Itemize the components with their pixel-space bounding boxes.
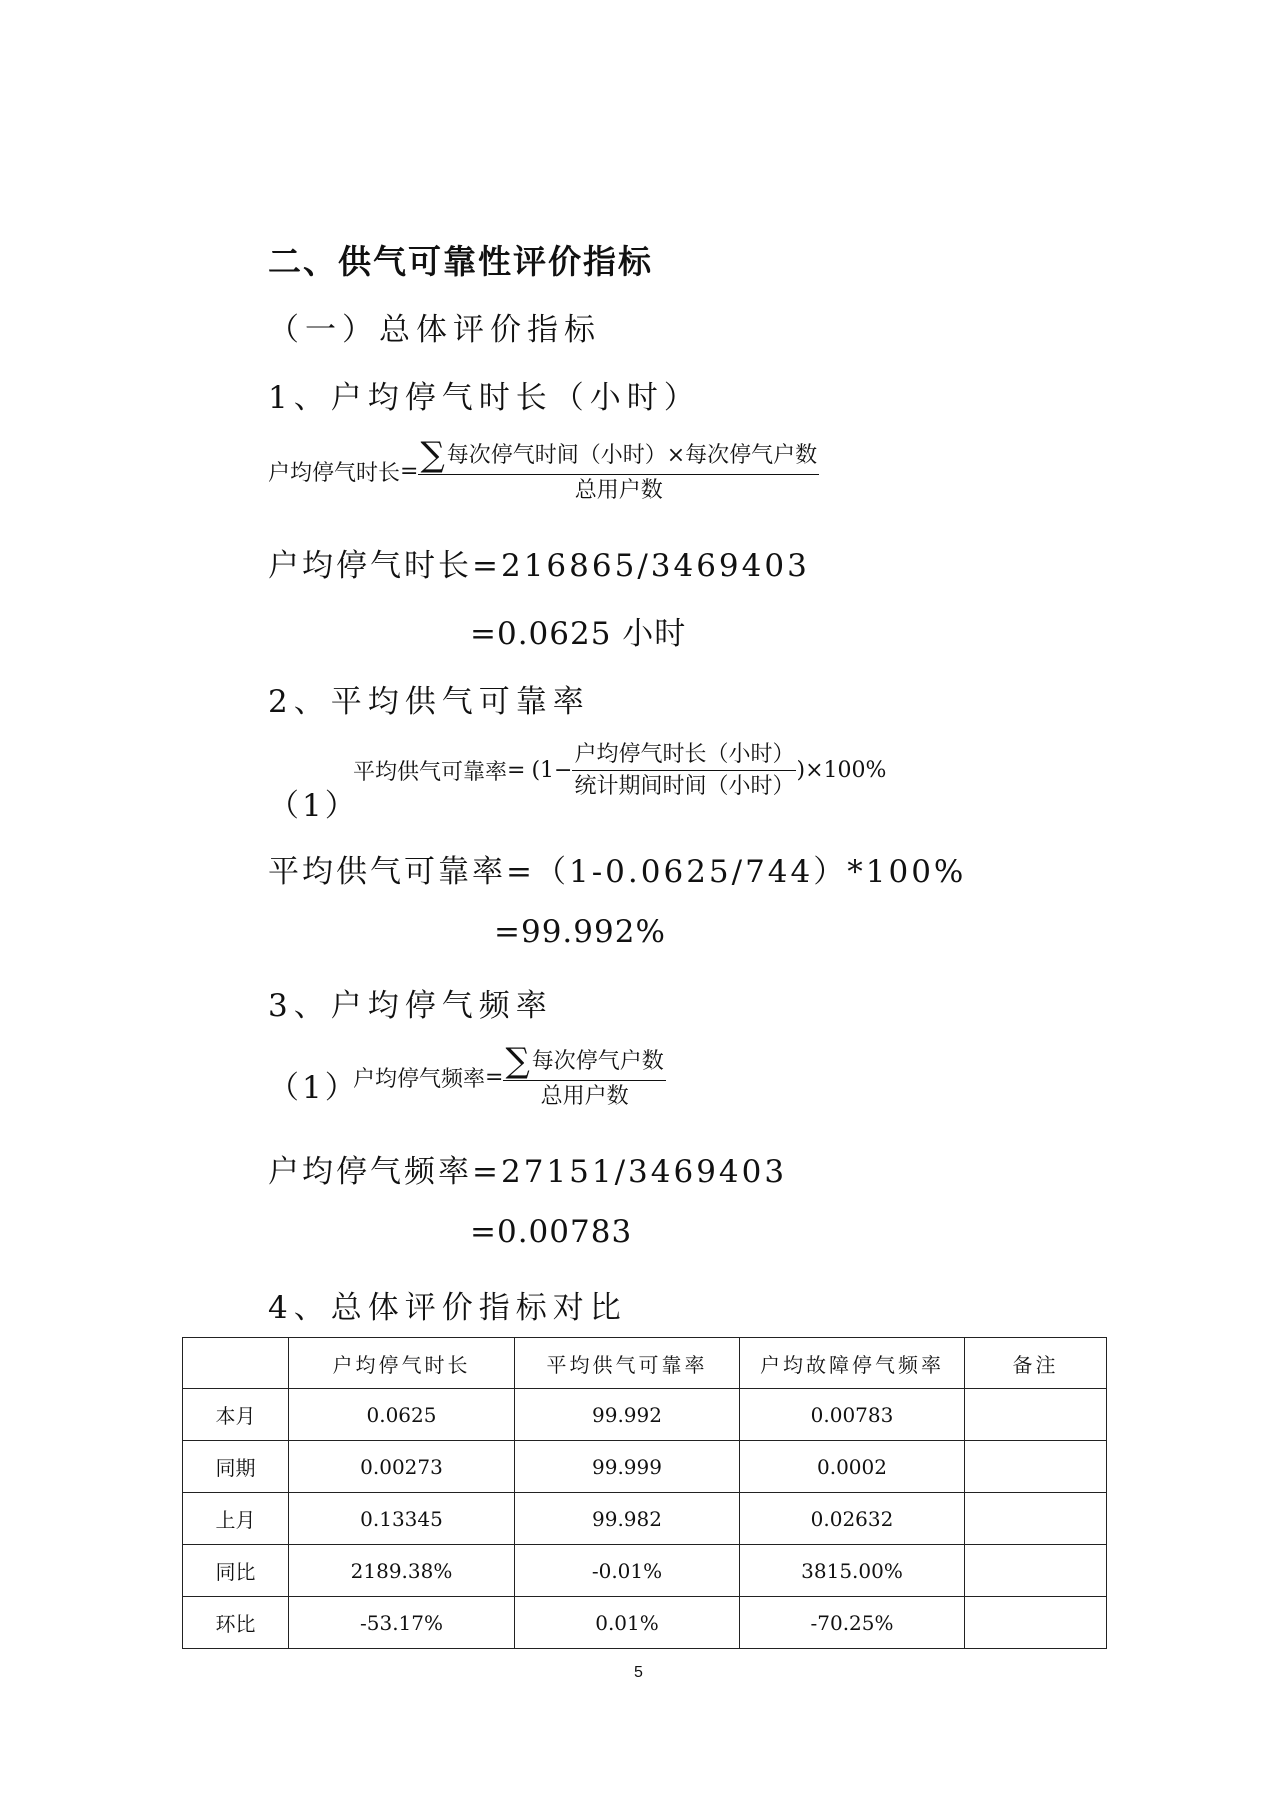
sec2-formula-close: )×100%: [796, 758, 887, 784]
sec2-formula-lhs: 平均供气可靠率: [353, 760, 508, 786]
table-row: [183, 1597, 1107, 1649]
table-row-label: 环比: [183, 1597, 289, 1649]
subsection-heading: （一）总体评价指标: [268, 312, 601, 348]
sec1-fraction: [418, 435, 819, 503]
sec2-formula-open: (1−: [531, 758, 573, 784]
sec3-title: 3、户均停气频率: [268, 988, 553, 1024]
sec2-fraction: [572, 742, 796, 800]
sec1-title: 1、户均停气时长（小时）: [268, 380, 701, 416]
table-cell: 0.00783: [740, 1389, 965, 1441]
sec3-item-label: （1）: [268, 1070, 359, 1106]
table-cell: [965, 1597, 1107, 1649]
table-cell: 0.00273: [289, 1441, 515, 1493]
table-header-cell: 平均供气可靠率: [515, 1338, 740, 1389]
table-header-cell: 备注: [965, 1338, 1107, 1389]
table-row: [183, 1545, 1107, 1597]
sec1-calc-line2: =0.0625 小时: [470, 616, 687, 652]
table-cell: 0.13345: [289, 1493, 515, 1545]
table-row-label: 上月: [183, 1493, 289, 1545]
sec2-title: 2、平均供气可靠率: [268, 684, 590, 720]
sec2-calc-line1: 平均供气可靠率=（1-0.0625/744）*100%: [268, 854, 967, 890]
sec2-numerator: 户均停气时长（小时）: [572, 742, 796, 771]
table-cell: 99.999: [515, 1441, 740, 1493]
sec3-formula-lhs: 户均停气频率: [353, 1066, 486, 1092]
table-header-cell: 户均故障停气频率: [740, 1338, 965, 1389]
table-header-row: [183, 1338, 1107, 1389]
sec1-numerator: [418, 435, 819, 475]
sec1-denominator: 总用户数: [574, 477, 663, 503]
sec3-numerator: [503, 1041, 665, 1081]
table-cell: 0.0625: [289, 1389, 515, 1441]
table-cell: 3815.00%: [740, 1545, 965, 1597]
page-number: 5: [634, 1664, 643, 1681]
table-row: [183, 1441, 1107, 1493]
table-header-cell: 户均停气时长: [289, 1338, 515, 1389]
table-cell: 2189.38%: [289, 1545, 515, 1597]
sec1-calc-line1: 户均停气时长=216865/3469403: [268, 548, 810, 584]
table-cell: 99.982: [515, 1493, 740, 1545]
sec1-formula-lhs: 户均停气时长: [268, 460, 401, 486]
sec3-formula-eq: =: [485, 1064, 504, 1090]
table-cell: [965, 1493, 1107, 1545]
sec2-formula: [353, 742, 886, 800]
sec3-formula: [353, 1041, 666, 1109]
table-row-label: 同期: [183, 1441, 289, 1493]
sec1-formula-eq: =: [400, 458, 419, 484]
table-cell: 0.01%: [515, 1597, 740, 1649]
table-row-label: 本月: [183, 1389, 289, 1441]
sec2-denominator: 统计期间时间（小时）: [574, 774, 795, 800]
sigma-icon: ∑: [505, 1041, 530, 1081]
table-cell: [965, 1545, 1107, 1597]
table-cell: -53.17%: [289, 1597, 515, 1649]
table-cell: [965, 1389, 1107, 1441]
sigma-icon: ∑: [420, 435, 445, 475]
sec2-formula-eq: =: [507, 758, 526, 784]
sec2-item-label: （1）: [268, 788, 359, 824]
table-row: [183, 1493, 1107, 1545]
table-cell: 99.992: [515, 1389, 740, 1441]
sec1-numerator-text: 每次停气时间（小时）×每次停气户数: [446, 442, 818, 468]
table-cell: [965, 1441, 1107, 1493]
sec4-title: 4、总体评价指标对比: [268, 1290, 627, 1326]
table-cell: 0.0002: [740, 1441, 965, 1493]
sec3-fraction: [503, 1041, 665, 1109]
table-header-cell: [183, 1338, 289, 1389]
table-cell: -0.01%: [515, 1545, 740, 1597]
table-row: [183, 1389, 1107, 1441]
table-cell: 0.02632: [740, 1493, 965, 1545]
comparison-table: [182, 1337, 1107, 1649]
sec3-numerator-text: 每次停气户数: [531, 1048, 664, 1074]
table-cell: -70.25%: [740, 1597, 965, 1649]
sec3-calc-line1: 户均停气频率=27151/3469403: [268, 1154, 788, 1190]
sec3-calc-line2: =0.00783: [470, 1214, 633, 1250]
table-row-label: 同比: [183, 1545, 289, 1597]
sec1-formula: [268, 435, 819, 503]
sec2-calc-line2: =99.992%: [494, 914, 666, 950]
section-heading: 二、供气可靠性评价指标: [268, 242, 653, 281]
sec3-denominator: 总用户数: [540, 1083, 629, 1109]
